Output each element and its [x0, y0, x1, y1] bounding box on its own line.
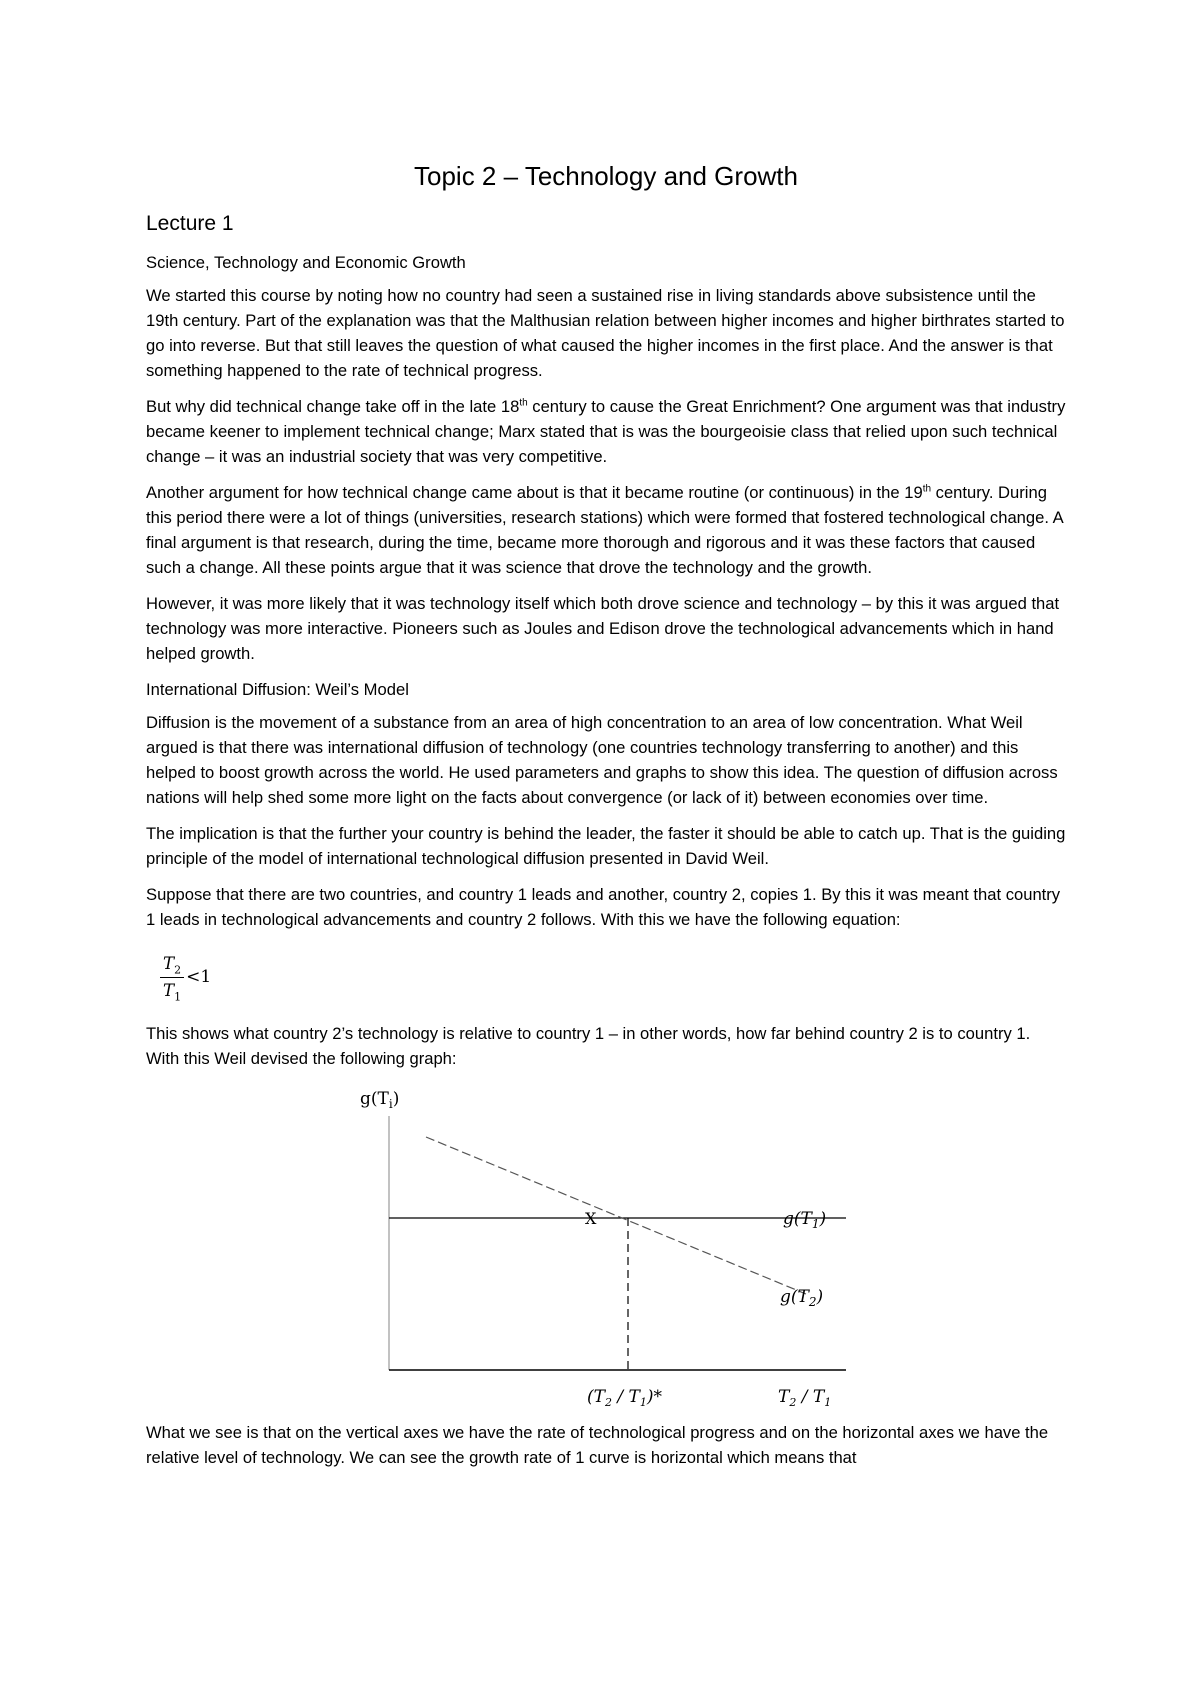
lecture-heading: Lecture 1: [146, 212, 234, 235]
paragraph: This shows what country 2’s technology is relative to country 1 – in other words, how far behind country 2 is to country 1. With this Weil devised the following graph:: [146, 1024, 1031, 1068]
equation-relation: <1: [186, 966, 212, 987]
x-axis-label: $T_2 / T_1$: [778, 1387, 832, 1409]
page-title: Topic 2 – Technology and Growth: [414, 161, 798, 191]
paragraph: Suppose that there are two countries, and country 1 leads and another, country 2, copies 1. By this it was meant that country 1 leads in technological advancements and country 2 follows. With this we have the following equation:: [146, 885, 1061, 929]
paragraph: What we see is that on the vertical axes we have the rate of technological progress and on the horizontal axes we have the relative level of technology. We can see the growth rate of 1 curve is horizontal which means that: [146, 1423, 1049, 1467]
fraction: [160, 953, 184, 1002]
section-heading-diffusion: International Diffusion: Weil’s Model: [146, 680, 409, 699]
weil-diffusion-graph: [146, 1082, 1066, 1412]
paragraph: We started this course by noting how no country had seen a sustained rise in living standards above subsistence until the 19th century. Part of the explanation was that the Malthusian relation between higher incomes and higher birthrates started to go into reverse. But that still leaves the question of what caused the higher incomes in the first place. And the answer is that something happened to the rate of technical progress.: [146, 286, 1065, 380]
paragraph: However, it was more likely that it was technology itself which both drove science and technology – by this it was argued that technology was more interactive. Pioneers such as Joules and Edison drove the technological advancements which in hand helped growth.: [146, 594, 1060, 663]
paragraph: The implication is that the further your country is behind the leader, the faster it should be able to catch up. That is the guiding principle of the model of international technological diffusion presented in David Weil.: [146, 824, 1066, 868]
g-t2-label: $g(T_2)$: [780, 1287, 824, 1309]
g-t2-line: [426, 1137, 806, 1294]
graph-svg: [146, 1082, 1066, 1412]
g-t1-label: $g(T_1)$: [783, 1209, 827, 1231]
section-heading-science: Science, Technology and Economic Growth: [146, 253, 466, 272]
ratio-equation: [160, 945, 211, 1009]
paragraph: Diffusion is the movement of a substance from an area of high concentration to an area of low concentration. What Weil argued is that there was international diffusion of technology (one countries technology transferring to another) and this helped to boost growth across the world. He used parameters and graphs to show this idea. The question of diffusion across nations will help shed some more light on the facts about convergence (or lack of it) between economies over time.: [146, 713, 1058, 807]
intersection-label: X: [585, 1209, 597, 1228]
fraction-numerator: $T_2$: [160, 953, 184, 978]
paragraph: Another argument for how technical change came about is that it became routine (or continuous) in the 19th century. During this period there were a lot of things (universities, research stations) which were formed that fostered technological change. A final argument is that research, during the time, became more thorough and rigorous and it was these factors that caused such a change. All these points argue that it was science that drove the technology and the growth.: [146, 483, 1063, 577]
fraction-denominator: $T_1$: [163, 980, 182, 1003]
equilibrium-ratio-label: $(T_2 / T_1)*$: [587, 1387, 662, 1409]
document-page: [146, 160, 1066, 1481]
y-axis-label: $g(T_i)$: [360, 1089, 400, 1111]
paragraph: But why did technical change take off in the late 18th century to cause the Great Enrichment? One argument was that industry became keener to implement technical change; Marx stated that is was the bourgeoisie class that relied upon such technical change – it was an industrial society that was very competitive.: [146, 397, 1066, 466]
